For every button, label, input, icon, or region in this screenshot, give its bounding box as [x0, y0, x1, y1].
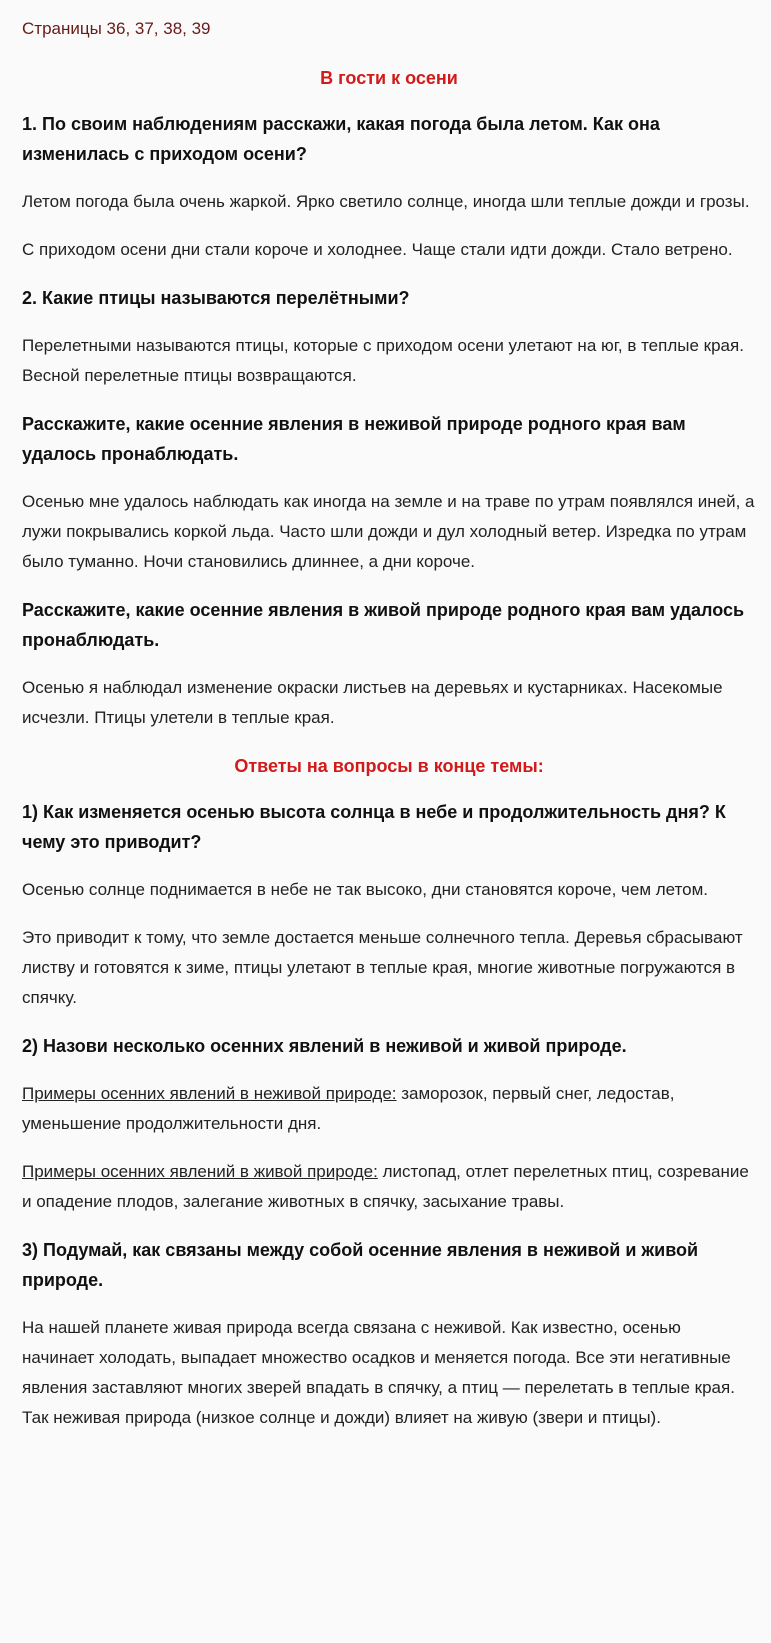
answer-2: Перелетными называются птицы, которые с приходом осени улетают на юг, в теплые края. Весной перелетные птицы возвращаются.: [22, 336, 744, 385]
end-answer-1-paragraph-2: Это приводит к тому, что земле достается меньше солнечного тепла. Деревья сбрасывают листву и готовятся к зиме, птицы улетают в теплые края, многие животные погружаются в спячку.: [22, 928, 743, 1007]
end-answer-3: На нашей планете живая природа всегда связана с неживой. Как известно, осенью начинает холодать, выпадает множество осадков и меняется погода. Все эти негативные явления заставляют многих зверей впадать в спячку, а птиц — перелетать в теплые края. Так неживая природа (низкое солнце и дожди) влияет на живую (звери и птицы).: [22, 1318, 735, 1427]
page-title: В гости к осени: [320, 68, 458, 88]
question-1: 1. По своим наблюдениям расскажи, какая погода была летом. Как она изменилась с приходом осени?: [22, 114, 660, 164]
answer-1-paragraph-2: С приходом осени дни стали короче и холоднее. Чаще стали идти дожди. Стало ветрено.: [22, 240, 733, 259]
end-answer-2-nonliving: [22, 1079, 756, 1139]
end-question-3: 3) Подумай, как связаны между собой осенние явления в неживой и живой природе.: [22, 1240, 699, 1290]
end-answer-2-living: [22, 1157, 756, 1217]
answer-3: Осенью мне удалось наблюдать как иногда на земле и на траве по утрам появлялся иней, а лужи покрывались коркой льда. Часто шли дожди и дул холодный ветер. Изредка по утрам было туманно. Ночи становились длиннее, а дни короче.: [22, 492, 755, 571]
answer-1-paragraph-1: Летом погода была очень жаркой. Ярко светило солнце, иногда шли теплые дожди и грозы.: [22, 192, 750, 211]
end-question-2: 2) Назови несколько осенних явлений в неживой и живой природе.: [22, 1036, 627, 1056]
nonliving-examples-label: Примеры осенних явлений в неживой природе:: [22, 1084, 397, 1103]
nonliving-examples-text: заморозок, первый снег, ледостав, уменьшение продолжительности дня.: [22, 1084, 675, 1133]
end-question-1: 1) Как изменяется осенью высота солнца в небе и продолжительность дня? К чему это приводит?: [22, 802, 726, 852]
question-3: Расскажите, какие осенние явления в неживой природе родного края вам удалось пронаблюдать.: [22, 414, 686, 464]
answer-4: Осенью я наблюдал изменение окраски листьев на деревьях и кустарниках. Насекомые исчезли. Птицы улетели в теплые края.: [22, 678, 723, 727]
question-2: 2. Какие птицы называются перелётными?: [22, 288, 410, 308]
living-examples-text: листопад, отлет перелетных птиц, созревание и опадение плодов, залегание животных в спячку, засыхание травы.: [22, 1162, 749, 1211]
end-section-title: Ответы на вопросы в конце темы:: [234, 756, 544, 776]
living-examples-label: Примеры осенних явлений в живой природе:: [22, 1162, 378, 1181]
end-answer-1-paragraph-1: Осенью солнце поднимается в небе не так высоко, дни становятся короче, чем летом.: [22, 880, 709, 899]
question-4: Расскажите, какие осенние явления в живой природе родного края вам удалось пронаблюдать.: [22, 600, 745, 650]
pages-label: Страницы 36, 37, 38, 39: [22, 19, 211, 38]
